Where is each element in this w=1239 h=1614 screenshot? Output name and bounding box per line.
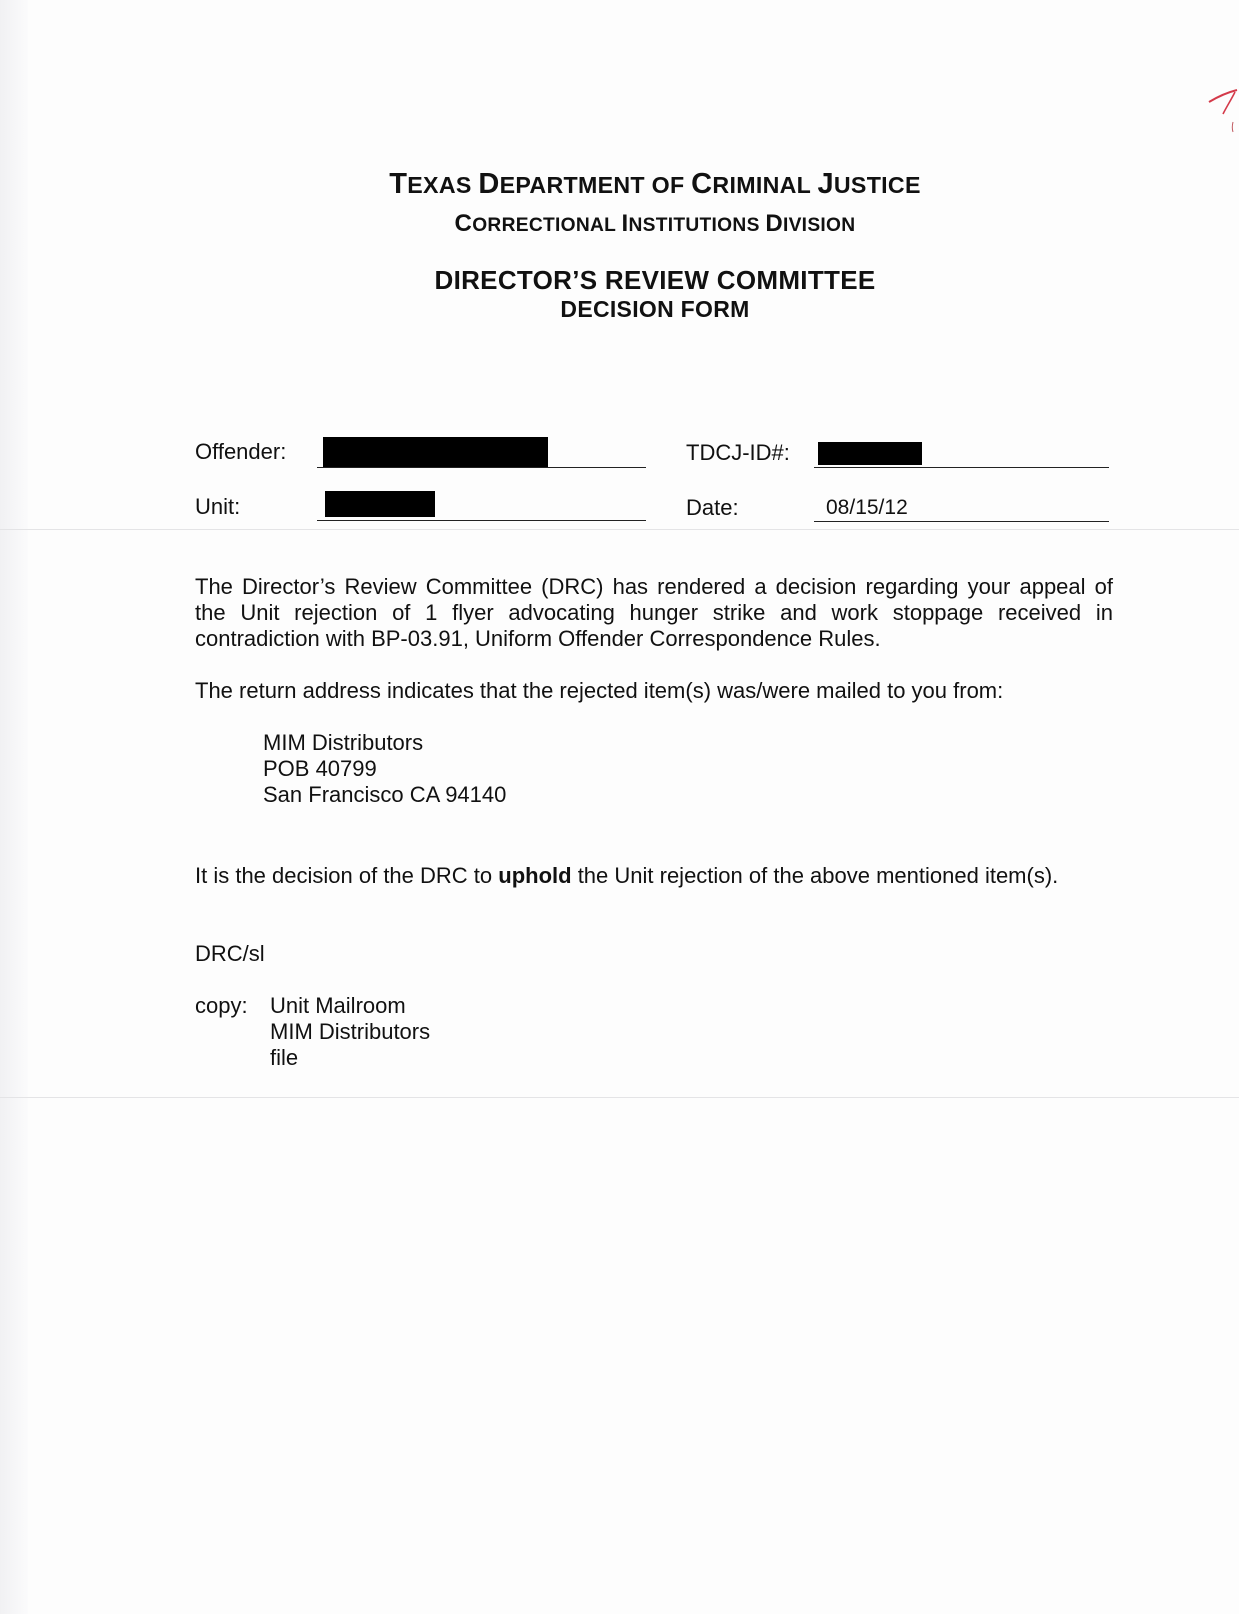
copy-recipient: MIM Distributors [270, 1019, 431, 1044]
address-line: MIM Distributors [263, 730, 424, 755]
intro-paragraph: The Director’s Review Committee (DRC) has rendered a decision regarding your appeal of the Unit rejection of 1 flyer advocating hunger strike and work stoppage received in contradiction with BP-03.91, Uniform Offender Correspondence Rules. [195, 574, 1113, 651]
decision-word: uphold [498, 863, 572, 888]
return-address [263, 730, 506, 808]
fold-line-bottom [0, 1097, 1239, 1098]
tdcj-id-redaction [818, 442, 922, 465]
tdcj-id-underline [814, 467, 1109, 468]
division-title: CORRECTIONAL INSTITUTIONS DIVISION [454, 210, 856, 237]
copy-recipient: file [270, 1045, 299, 1070]
decision-statement: It is the decision of the DRC to uphold the Unit rejection of the above mentioned item(s). [195, 863, 1059, 888]
unit-label: Unit: [195, 494, 241, 519]
offender-redaction [323, 437, 548, 467]
initials: DRC/sl [195, 941, 265, 966]
copy-recipient: Unit Mailroom [270, 993, 406, 1018]
date-value: 08/15/12 [826, 496, 908, 519]
address-line: POB 40799 [263, 756, 377, 781]
return-address-intro: The return address indicates that the rejected item(s) was/were mailed to you from: [195, 678, 1004, 703]
address-line: San Francisco CA 94140 [263, 782, 507, 807]
unit-underline [317, 520, 646, 521]
copy-label: copy: [195, 993, 248, 1018]
date-underline [814, 521, 1109, 522]
offender-label: Offender: [195, 439, 287, 464]
scan-left-edge [0, 0, 28, 1614]
copy-list [270, 993, 430, 1071]
tdcj-id-label: TDCJ-ID#: [686, 440, 790, 465]
date-label: Date: [686, 495, 739, 520]
red-pen-mark [1205, 84, 1239, 134]
committee-title: DIRECTOR’S REVIEW COMMITTEE [434, 265, 876, 295]
offender-underline [317, 467, 646, 468]
unit-redaction [325, 491, 435, 517]
form-title: DECISION FORM [560, 296, 750, 322]
fold-line-top [0, 529, 1239, 530]
agency-title: TEXAS DEPARTMENT OF CRIMINAL JUSTICE [389, 168, 921, 200]
